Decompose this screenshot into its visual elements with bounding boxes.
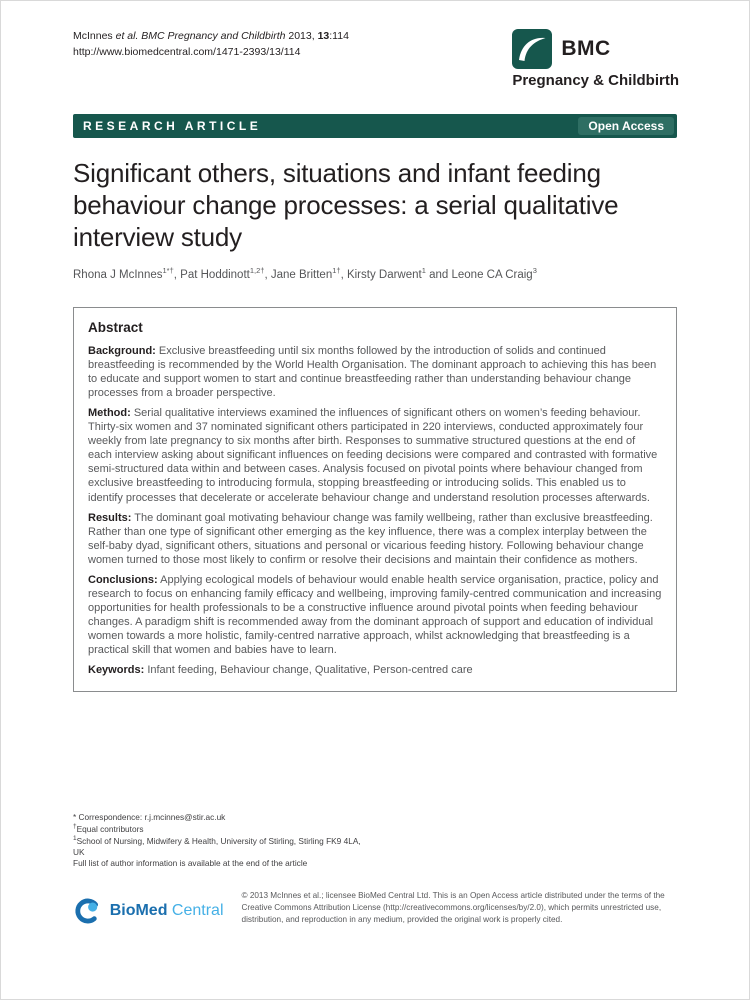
copyright-text-start: © 2013 McInnes et al.; licensee BioMed Central Ltd. This is an Open Access article distributed under the terms of the Creative Commons Attribution License (: [241, 891, 665, 912]
abstract-background-text: Exclusive breastfeeding until six months followed by the introduction of solids and continued breastfeeding is recommended by the World Health Organisation. The dominant approach to achieving this has been to educate and support women to start and continue breastfeeding rather than understanding behaviour change processes from a broader perspective.: [88, 344, 657, 399]
abstract-keywords-label: Keywords:: [88, 664, 145, 677]
bmc-acronym: BMC: [561, 37, 611, 60]
journal-name: Pregnancy & Childbirth: [512, 72, 679, 89]
author-affiliation-marker: 3: [532, 265, 537, 275]
abstract-conclusions: [88, 573, 662, 657]
abstract-box: [73, 307, 677, 693]
correspondence-label: Correspondence:: [78, 812, 145, 822]
biomed-central-logo-icon: [73, 894, 103, 928]
abstract-conclusions-label: Conclusions:: [88, 573, 158, 586]
citation-pages: :114: [329, 30, 349, 42]
abstract-conclusions-text: Applying ecological models of behaviour would enable health service organisation, practice, policy and research to focus on enhancing family efficacy and wellbeing, improving family-centred communication and increasing opportunities for health professionals to be a constructive influence around pivotal points when feeding behaviour changes. A paradigm shift is recommended away from the dominant approach of support and education of individual women towards a more holistic, family-centred narrative approach, whilst acknowledging that breastfeeding is a practical skill that women and babies have to learn.: [88, 573, 662, 657]
bmc-logo: [512, 29, 679, 89]
central-word: Central: [167, 902, 224, 919]
biomed-word: BioMed: [109, 902, 168, 919]
citation-authors: McInnes: [73, 30, 116, 42]
abstract-results: [88, 511, 662, 567]
abstract-results-text: The dominant goal motivating behaviour change was family wellbeing, rather than exclusive breastfeeding. Rather than one type of significant other emerging as the key influence, there was a complex interplay between the self-baby dyad, significant others, situations and personal or vicarious feeding history. Following behaviour change women turned to those most likely to confirm or resolve their decisions and maintain their confidence as mothers.: [88, 511, 653, 566]
affiliation-marker: 1: [73, 835, 77, 843]
abstract-keywords-text: Infant feeding, Behaviour change, Qualitative, Person-centred care: [147, 664, 473, 677]
full-author-list-text: Full list of author information is available at the end of the article: [73, 858, 308, 869]
author-affiliation-marker: 1: [421, 265, 426, 275]
abstract-results-label: Results:: [88, 511, 132, 524]
author-name: , Jane Britten: [264, 268, 333, 281]
article-type-banner: [73, 114, 677, 138]
page-header: [73, 29, 679, 89]
correspondence-email-link[interactable]: r.j.mcinnes@stir.ac.uk: [144, 812, 226, 822]
abstract-method: [88, 406, 662, 505]
author-affiliation-marker: 1,2†: [249, 265, 265, 275]
bmc-logo-icon: [512, 29, 552, 69]
author-name: , Kirsty Darwent: [340, 268, 422, 281]
biomed-central-wordmark: [110, 902, 224, 920]
affiliation-text: School of Nursing, Midwifery & Health, University of Stirling, Stirling FK9 4LA, UK: [73, 835, 361, 858]
copyright-notice: [242, 890, 681, 926]
citation-line: [73, 29, 349, 44]
abstract-background: [88, 344, 662, 400]
license-link[interactable]: http://creativecommons.org/licenses/by/2.0: [385, 902, 541, 912]
author-list: [73, 266, 677, 281]
author-name: , Pat Hoddinott: [173, 268, 250, 281]
abstract-method-label: Method:: [88, 407, 131, 420]
equal-contributors-note: [73, 823, 365, 835]
abstract-background-label: Background:: [88, 344, 156, 357]
abstract-heading: Abstract: [88, 319, 143, 335]
correspondence-marker: *: [73, 812, 79, 822]
author-affiliation-marker: 1*†: [162, 265, 174, 275]
citation-journal: et al. BMC Pregnancy and Childbirth: [115, 30, 286, 42]
equal-contributors-marker: †: [73, 823, 77, 831]
citation-block: [73, 29, 349, 58]
publisher-footer: [73, 890, 681, 928]
abstract-method-text: Serial qualitative interviews examined the influences of significant others on women’s feeding behaviour. Thirty-six women and 37 nominated significant others participated in 220 interviews, conducted approximately four weekly from late pregnancy to six months after birth. Responses to summative structured questions at the end of each interview asking about significant influences on feeding decisions were compared and contrasted with formative semi-structured data within and between cases. Analysis focused on pivotal points where behaviour changed from exclusive breastfeeding to introducing formula, stopping breastfeeding or introducing solids. This enabled us to identify processes that decelerate or accelerate behaviour change and understand resolution processes afterwards.: [88, 407, 658, 504]
citation-year: 2013,: [285, 30, 318, 42]
abstract-keywords: [88, 663, 662, 677]
author-affiliation-marker: 1†: [332, 265, 341, 275]
copyright-text-end: ), which permits unrestricted use, distribution, and reproduction in any medium, provided the original work is properly cited.: [241, 902, 662, 924]
correspondence-note: [73, 812, 365, 823]
article-title: Significant others, situations and infant feeding behaviour change processes: a serial qualitative interview study: [73, 158, 619, 252]
equal-contributors-text: Equal contributors: [76, 823, 144, 834]
citation-volume: 13: [317, 30, 330, 42]
open-access-badge: Open Access: [578, 117, 674, 135]
article-type-label: RESEARCH ARTICLE: [83, 119, 262, 133]
biomed-central-logo: [73, 890, 224, 928]
article-url-link[interactable]: http://www.biomedcentral.com/1471-2393/13/114: [73, 45, 301, 58]
affiliation-note: [73, 835, 365, 858]
full-author-list-note: [73, 858, 365, 869]
author-name: and Leone CA Craig: [425, 268, 533, 281]
author-name: Rhona J McInnes: [73, 268, 163, 281]
bmc-logo-top: [512, 29, 610, 69]
footnotes: [73, 812, 365, 869]
